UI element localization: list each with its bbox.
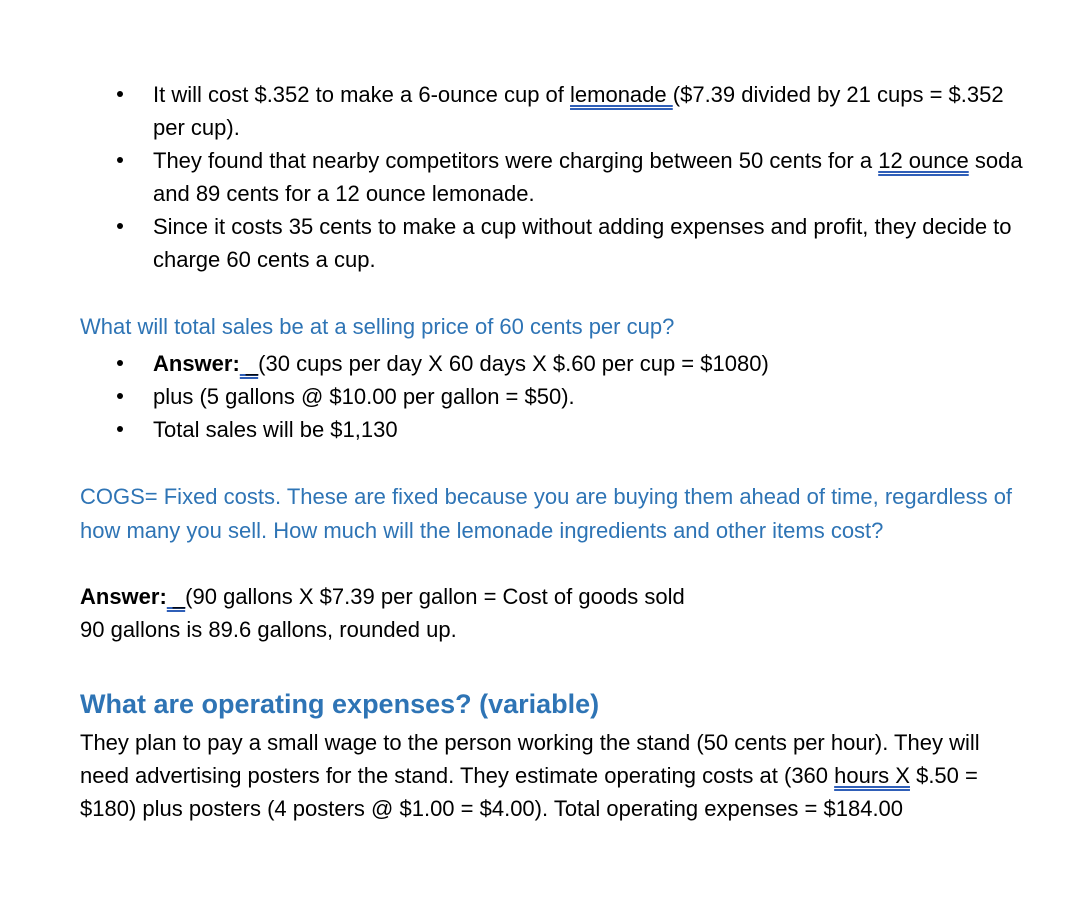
answer-blank[interactable]: _ — [166, 584, 186, 609]
sales-answer-list — [0, 347, 1070, 446]
operating-expenses-paragraph: They plan to pay a small wage to the person working the stand (50 cents per hour). They will need advertising posters for the stand. They estimate operating costs at (360 hours X $.50 = $180) plus posters (4 posters @ $1.00 = $4.00). Total operating expenses = $184.00 — [80, 730, 980, 821]
list-item: Total sales will be $1,130 — [0, 413, 1033, 446]
answer-text: (30 cups per day X 60 days X $.60 per cup = $1080) — [258, 351, 769, 376]
list-item — [0, 347, 1033, 380]
cost-bullet-list — [0, 78, 1070, 276]
answer-label: Answer: — [80, 584, 167, 609]
question-total-sales: What will total sales be at a selling price of 60 cents per cup? — [80, 314, 675, 339]
grammar-marked-text[interactable]: hours X — [834, 763, 910, 788]
question-cogs: COGS= Fixed costs. These are fixed because you are buying them ahead of time, regardless of how many you sell. How much will the lemonade ingredients and other items cost? — [80, 484, 1013, 543]
answer-label: Answer: — [153, 351, 240, 376]
cogs-answer — [80, 580, 1040, 646]
list-item: Since it costs 35 cents to make a cup without adding expenses and profit, they decide to charge 60 cents a cup. — [0, 210, 1033, 276]
operating-expenses-heading: What are operating expenses? (variable) — [80, 689, 600, 719]
answer-blank[interactable]: _ — [239, 351, 259, 376]
list-item: plus (5 gallons @ $10.00 per gallon = $50). — [0, 380, 1033, 413]
answer-line-2: 90 gallons is 89.6 gallons, rounded up. — [80, 617, 457, 642]
grammar-marked-text[interactable]: 12 ounce — [878, 148, 969, 173]
list-item: They found that nearby competitors were charging between 50 cents for a 12 ounce soda and 89 cents for a 12 ounce lemonade. — [0, 144, 1033, 210]
answer-text: (90 gallons X $7.39 per gallon = Cost of goods sold — [185, 584, 685, 609]
grammar-marked-text[interactable]: lemonade — [570, 82, 673, 107]
list-item: It will cost $.352 to make a 6-ounce cup of lemonade ($7.39 divided by 21 cups = $.352 per cup). — [0, 78, 1033, 144]
